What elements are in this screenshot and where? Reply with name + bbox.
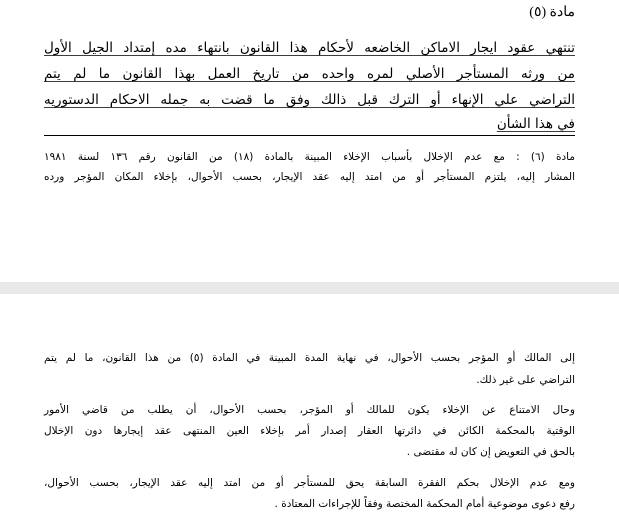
article-6-line-1: مادة (٦) : مع عدم الإخلال بأسباب الإخلاء المبينة بالمادة (١٨) من القانون رقم ١٣٦ لسنة ١٩٨١ (44, 151, 576, 163)
article-5-line-4: في هذا الشأن (496, 116, 575, 132)
document-page-bottom (0, 294, 619, 524)
paragraph-2-line-3: بالحق في التعويض إن كان له مقتضى . (406, 446, 575, 458)
article-5-line-1: تنتهي عقود ايجار الاماكن الخاضعه لأحكام هذا القانون بانتهاء مده إمتداد الجيل الأول (44, 40, 575, 56)
article-separator (44, 135, 575, 136)
paragraph-3-line-1: ومع عدم الإخلال بحكم الفقرة السابقة يحق للمستأجر أو من امتد إليه عقد الإيجار، بحسب الأحوال، (44, 477, 575, 489)
article-6-line-2: المشار إليه، يلتزم المستأجر أو من امتد إليه عقد الإيجار، بحسب الأحوال، بإخلاء المكان المؤجر ورده (44, 171, 575, 183)
paragraph-1-line-2: التراضي على غير ذلك. (476, 374, 575, 386)
paragraph-2-line-1: وحال الامتناع عن الإخلاء يكون للمالك أو المؤجر، بحسب الأحوال، أن يطلب من قاضي الأمور (44, 404, 575, 416)
article-5-title: مادة (٥) (529, 5, 575, 20)
paragraph-1-line-1: إلى المالك أو المؤجر بحسب الأحوال، في نهاية المدة المبينة في المادة (٥) من هذا القانون، ما لم يتم (44, 352, 575, 364)
article-5-line-2: من ورثه المستأجر الأصلي لمره واحده من تاريخ العمل بهذا القانون ما لم يتم (44, 66, 575, 82)
page-break (0, 282, 619, 294)
paragraph-3-line-2: رفع دعوى موضوعية أمام المحكمة المختصة وفقاً للإجراءات المعتادة . (274, 498, 575, 510)
article-5-line-3: التراضي علي الإنهاء أو الترك قبل ذالك وفق ما قضت به جمله الاحكام الدستوريه (44, 92, 575, 108)
paragraph-2-line-2: الوقتية بالمحكمة الكائن في دائرتها العقار إصدار أمر بإخلاء العين المنتهى عقد إيجارها دون الإخلال (44, 425, 575, 437)
